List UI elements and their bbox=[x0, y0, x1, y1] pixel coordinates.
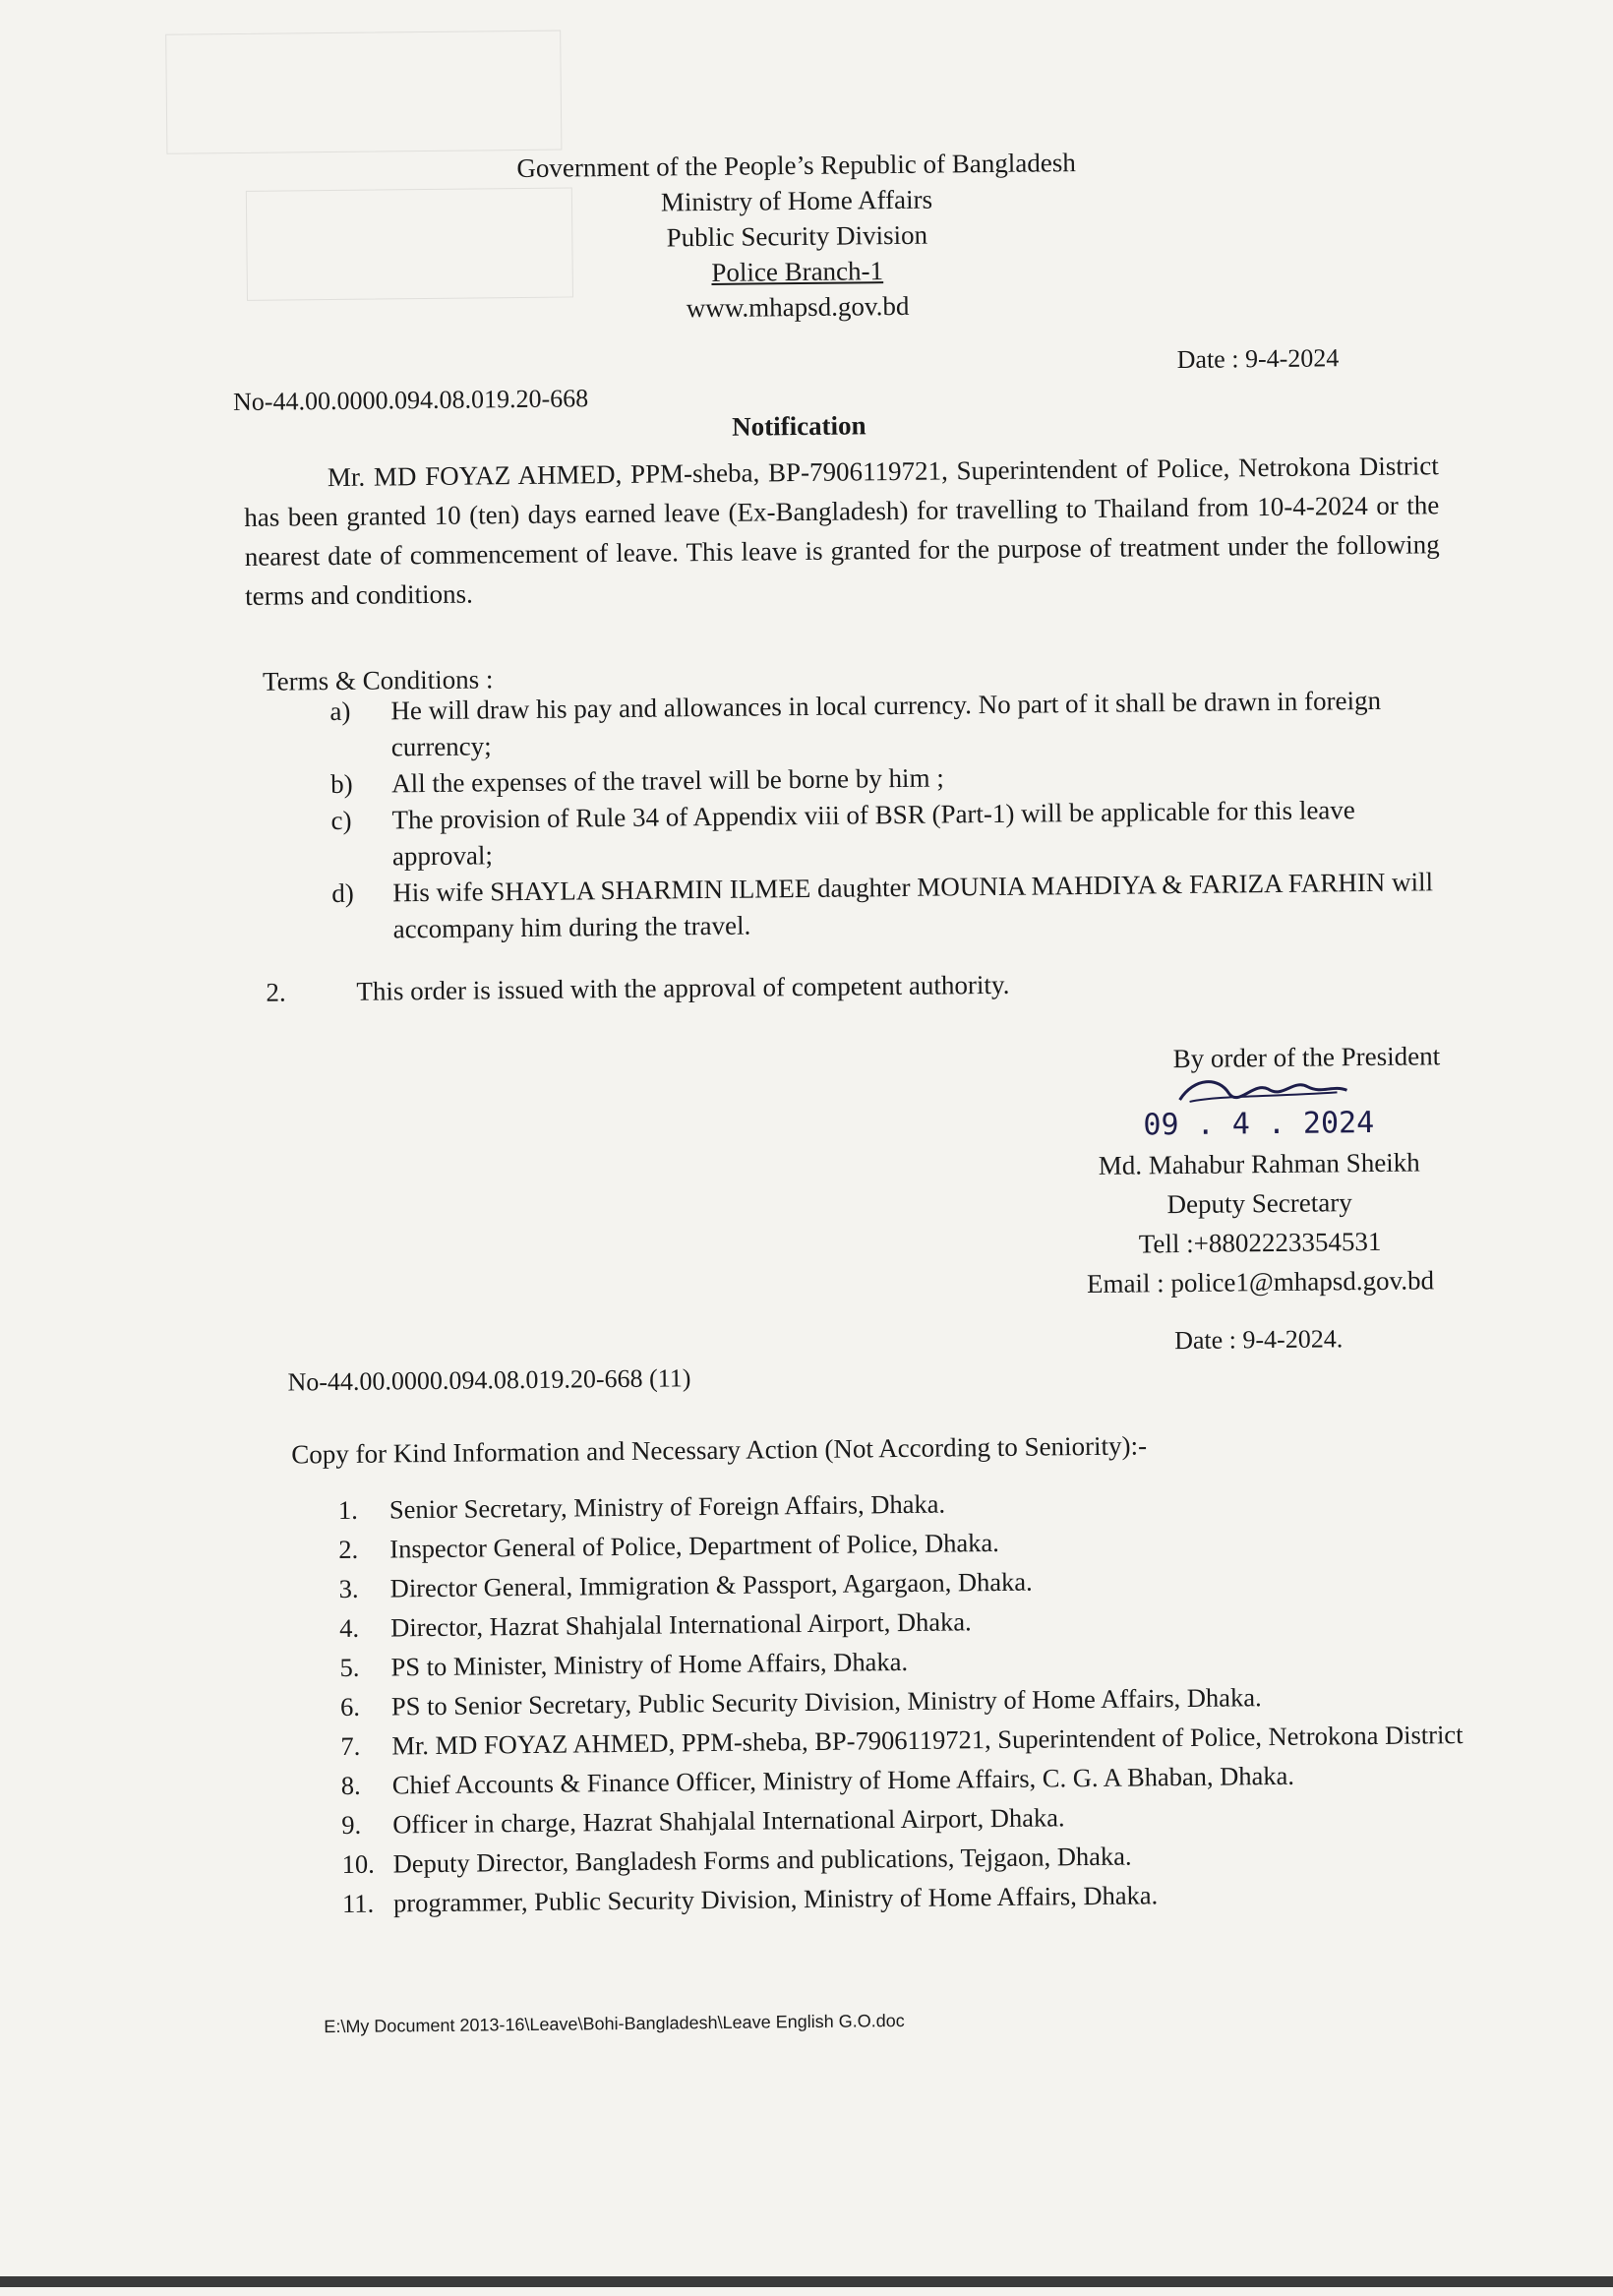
by-order-line: By order of the President bbox=[1172, 1041, 1441, 1074]
terms-list bbox=[329, 682, 1454, 948]
terms-heading: Terms & Conditions : bbox=[262, 664, 494, 696]
list-number: 3. bbox=[338, 1573, 359, 1604]
list-number: 2. bbox=[338, 1534, 359, 1565]
term-text: He will draw his pay and allowances in local currency. No part of it shall be drawn in foreign currency; bbox=[390, 685, 1382, 762]
letterhead bbox=[0, 139, 1604, 332]
signatory-designation: Deputy Secretary bbox=[1166, 1187, 1352, 1220]
list-number: 8. bbox=[340, 1770, 361, 1800]
term-text: His wife SHAYLA SHARMIN ILMEE daughter MOUNIA MAHDIYA & FARIZA FARHIN will accompany him during the travel. bbox=[392, 867, 1434, 944]
signed-date: 09 . 4 . 2024 bbox=[1143, 1105, 1375, 1143]
header-government: Government of the People’s Republic of Bangladesh bbox=[516, 148, 1076, 184]
approval-clause bbox=[266, 965, 1446, 1008]
list-number: 7. bbox=[340, 1730, 361, 1761]
list-number: 9. bbox=[341, 1809, 362, 1840]
signatory-phone: Tell :+8802223354531 bbox=[1138, 1226, 1382, 1259]
list-text: PS to Senior Secretary, Public Security Division, Ministry of Home Affairs, Dhaka. bbox=[390, 1682, 1262, 1722]
notification-body: Mr. MD FOYAZ AHMED, PPM-sheba, BP-7906119721, Superintendent of Police, Netrokona District has been granted 10 (ten) days earned leave (Ex-Bangladesh) for travelling to Thailand from 10-4-2024 or the nearest date of commencement of leave. This leave is granted for the purpose of treatment under the following terms and conditions. bbox=[244, 451, 1440, 611]
header-division: Public Security Division bbox=[666, 219, 928, 253]
list-number: 5. bbox=[339, 1652, 360, 1682]
list-text: Director General, Immigration & Passport, Agargaon, Dhaka. bbox=[389, 1566, 1033, 1603]
header-branch: Police Branch-1 bbox=[711, 256, 884, 287]
list-text: Director, Hazrat Shahjalal International Airport, Dhaka. bbox=[389, 1606, 972, 1643]
list-text: Deputy Director, Bangladesh Forms and publications, Tejgaon, Dhaka. bbox=[392, 1841, 1132, 1879]
term-label: c) bbox=[330, 805, 352, 836]
term-item bbox=[329, 682, 1452, 766]
copy-date: Date : 9-4-2024. bbox=[1173, 1324, 1344, 1356]
reference-number: No-44.00.0000.094.08.019.20-668 bbox=[232, 384, 589, 417]
list-text: Senior Secretary, Ministry of Foreign Affairs, Dhaka. bbox=[388, 1488, 946, 1525]
list-text: Officer in charge, Hazrat Shahjalal International Airport, Dhaka. bbox=[392, 1802, 1065, 1840]
list-text: programmer, Public Security Division, Ministry of Home Affairs, Dhaka. bbox=[392, 1880, 1159, 1918]
list-text: PS to Minister, Ministry of Home Affairs, Dhaka. bbox=[390, 1646, 909, 1682]
term-label: a) bbox=[329, 695, 351, 727]
term-item bbox=[330, 791, 1453, 876]
copy-reference-number: No-44.00.0000.094.08.019.20-668 (11) bbox=[287, 1363, 691, 1397]
list-number: 1. bbox=[337, 1494, 358, 1526]
file-path-footer: E:\My Document 2013-16\Leave\Bohi-Bangladesh\Leave English G.O.doc bbox=[324, 2011, 905, 2037]
notification-title: Notification bbox=[731, 410, 866, 442]
list-number: 10. bbox=[341, 1848, 375, 1879]
list-text: Mr. MD FOYAZ AHMED, PPM-sheba, BP-7906119721, Superintendent of Police, Netrokona District bbox=[391, 1720, 1464, 1761]
list-text: Inspector General of Police, Department of Police, Dhaka. bbox=[389, 1527, 1000, 1564]
scan-edge bbox=[0, 2276, 1613, 2287]
copy-heading: Copy for Kind Information and Necessary Action (Not According to Seniority):- bbox=[291, 1430, 1148, 1470]
list-text: Chief Accounts & Finance Officer, Ministry of Home Affairs, C. G. A Bhaban, Dhaka. bbox=[391, 1760, 1295, 1800]
header-website: www.mhapsd.gov.bd bbox=[686, 290, 910, 324]
notification-date: Date : 9-4-2024 bbox=[1176, 343, 1340, 375]
term-label: b) bbox=[329, 768, 353, 800]
term-text: All the expenses of the travel will be borne by him ; bbox=[390, 762, 944, 799]
copy-recipients-list bbox=[338, 1479, 1504, 1923]
signature-block bbox=[1022, 1036, 1497, 1304]
list-number: 6. bbox=[339, 1691, 361, 1722]
term-item bbox=[331, 864, 1454, 948]
header-ministry: Ministry of Home Affairs bbox=[660, 184, 933, 217]
signatory-name: Md. Mahabur Rahman Sheikh bbox=[1098, 1147, 1420, 1180]
list-number: 11. bbox=[341, 1888, 375, 1918]
signatory-email: Email : police1@mhapsd.gov.bd bbox=[1086, 1265, 1435, 1299]
term-label: d) bbox=[331, 877, 354, 909]
clause-number: 2. bbox=[266, 977, 286, 1007]
clause-text: This order is issued with the approval of competent authority. bbox=[356, 969, 1010, 1006]
term-text: The provision of Rule 34 of Appendix viii of BSR (Part-1) will be applicable for this leave approval; bbox=[391, 795, 1355, 872]
list-number: 4. bbox=[338, 1612, 360, 1643]
